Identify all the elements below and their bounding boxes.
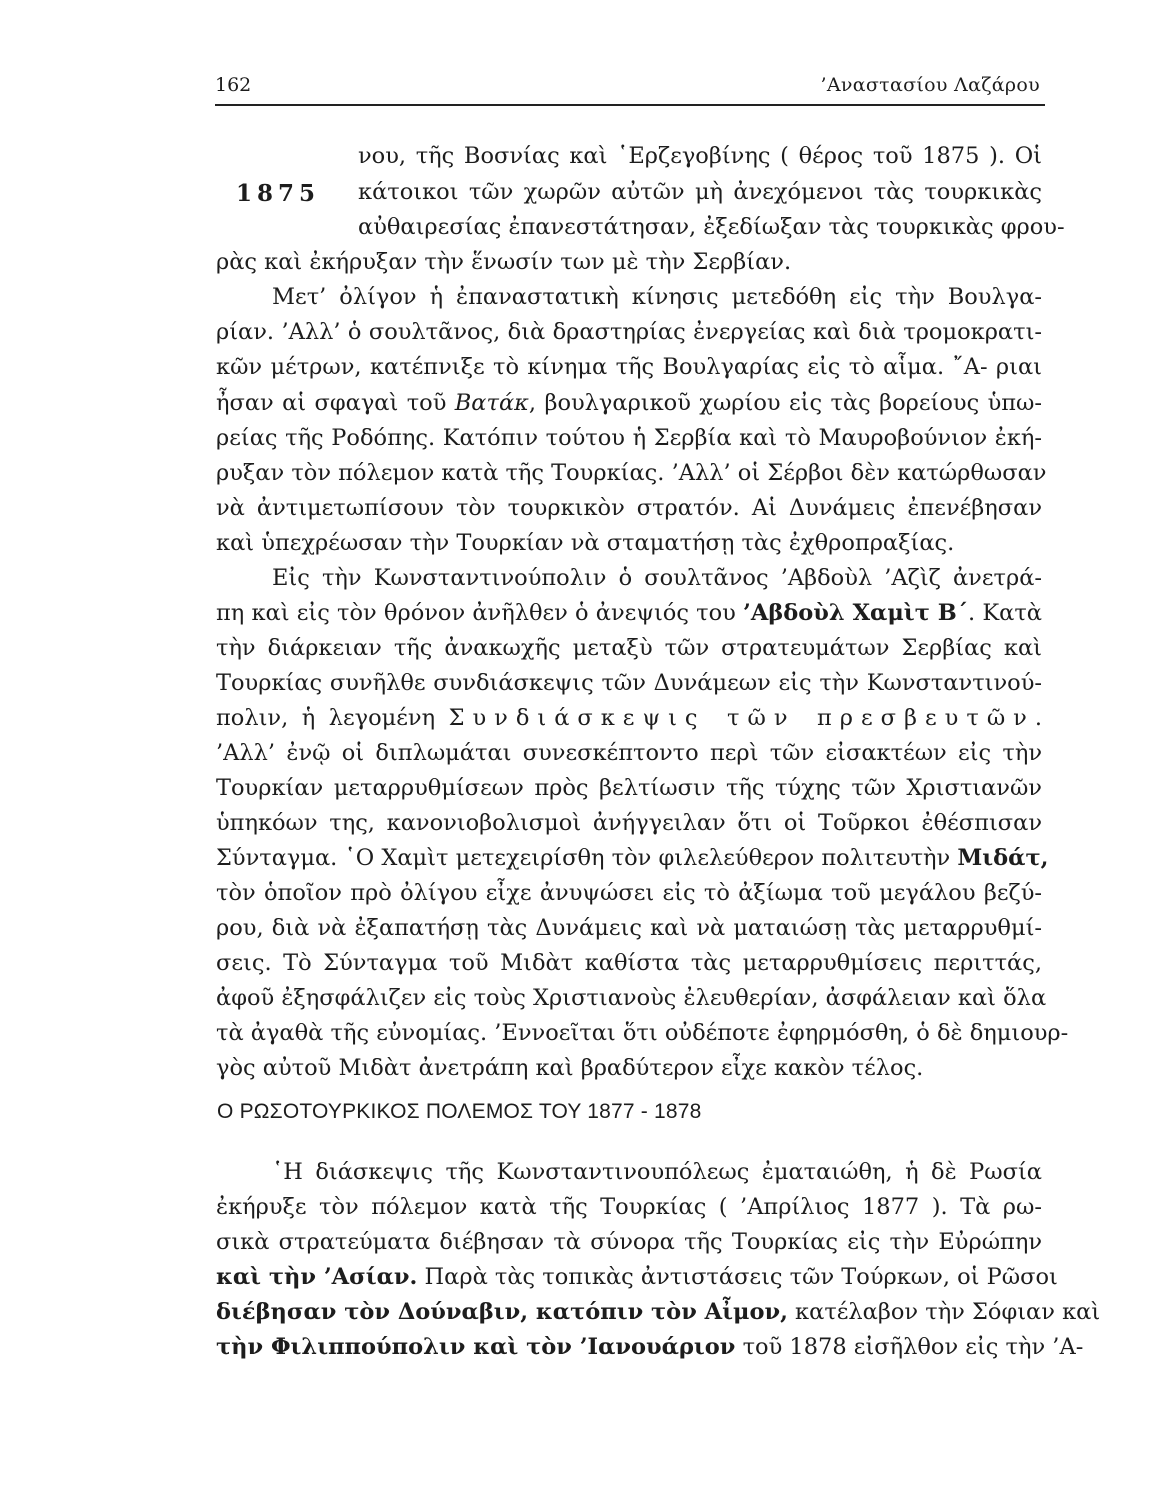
header-rule <box>215 104 1045 106</box>
text-line: Εἰς τὴν Κωνσταντινούπολιν ὁ σουλτᾶνος ’Αβδοὺλ ’Αζὶζ ἀνετρά- <box>272 565 1042 591</box>
text-line: τὰ ἀγαθὰ τῆς εὐνομίας. ’Εννοεῖται ὅτι οὐδέποτε ἐφηρμόσθη, ὁ δὲ δημιουρ- <box>216 1020 1069 1046</box>
text-run: ἦσαν αἱ σφαγαὶ τοῦ <box>216 390 455 416</box>
page-header <box>215 74 1040 102</box>
text-run: Παρὰ τὰς τοπικὰς ἀντιστάσεις τῶν Τούρκων, οἱ Ρῶσοι <box>417 1264 1058 1290</box>
text-run: πη καὶ εἰς τὸν θρόνον ἀνῆλθεν ὁ ἀνεψιός του <box>216 600 744 626</box>
text-line: τὸν ὁποῖον πρὸ ὀλίγου εἶχε ἀνυψώσει εἰς τὸ ἀξίωμα τοῦ μεγάλου βεζύ- <box>216 880 1042 906</box>
running-head: ’Αναστασίου Λαζάρου <box>820 74 1040 96</box>
section-title: Ο ΡΩΣΟΤΟΥΡΚΙΚΟΣ ΠΟΛΕΜΟΣ ΤΟΥ 1877 - 1878 <box>217 1100 702 1123</box>
text-line: κάτοικοι τῶν χωρῶν αὐτῶν μὴ ἀνεχόμενοι τὰς τουρκικὰς <box>358 179 1042 205</box>
text-line: αὐθαιρεσίας ἐπανεστάτησαν, ἐξεδίωξαν τὰς τουρκικὰς φρου- <box>358 214 1065 240</box>
text-line: ῾Η διάσκεψις τῆς Κωνσταντινουπόλεως ἐματαιώθη, ἡ δὲ Ρωσία <box>272 1159 1042 1185</box>
text-run: . <box>1034 705 1042 731</box>
text-run: πολιν, ἡ λεγομένη <box>216 705 449 731</box>
text-line: ρίαν. ’Αλλ’ ὁ σουλτᾶνος, διὰ δραστηρίας ἐνεργείας καὶ διὰ τρομοκρατι- <box>216 319 1042 345</box>
text-run: κατέλαβον τὴν Σόφιαν καὶ <box>787 1299 1101 1325</box>
text-run: . Κατὰ <box>968 600 1043 626</box>
text-line: ἀφοῦ ἐξησφάλιζεν εἰς τοὺς Χριστιανοὺς ἐλευθερίαν, ἀσφάλειαν καὶ ὅλα <box>216 985 1047 1011</box>
text-line <box>216 1262 1058 1292</box>
text-line <box>216 843 1049 873</box>
text-line: ρυξαν τὸν πόλεμον κατὰ τῆς Τουρκίας. ’Αλλ’ οἱ Σέρβοι δὲν κατώρθωσαν <box>216 460 1047 486</box>
margin-year-note: 1875 <box>236 180 321 207</box>
text-line: νὰ ἀντιμετωπίσουν τὸν τουρκικὸν στρατόν. Αἱ Δυνάμεις ἐπενέβησαν <box>216 495 1042 521</box>
text-run: , βουλγαρικοῦ χωρίου εἰς τὰς βορείους ὑπω- <box>528 390 1042 416</box>
text-line <box>216 1297 1101 1327</box>
text-line: Τουρκίας συνῆλθε συνδιάσκεψις τῶν Δυνάμεων εἰς τὴν Κωνσταντινού- <box>216 670 1042 696</box>
sultan-name: ’Αβδοὺλ Χαμὶτ Β΄ <box>743 600 968 626</box>
text-line: ἐκήρυξε τὸν πόλεμον κατὰ τῆς Τουρκίας ( ’Απρίλιος 1877 ). Τὰ ρω- <box>216 1194 1042 1220</box>
text-line: Τουρκίαν μεταρρυθμίσεων πρὸς βελτίωσιν τῆς τύχης τῶν Χριστιανῶν <box>216 775 1042 801</box>
conference-name: Συνδιάσκεψις τῶν πρεσβευτῶν <box>448 705 1035 731</box>
text-line <box>216 598 1042 628</box>
text-run: καὶ τὴν ’Ασίαν. <box>216 1264 418 1290</box>
text-line: γὸς αὐτοῦ Μιδὰτ ἀνετράπη καὶ βραδύτερον εἶχε κακὸν τέλος. <box>216 1055 924 1081</box>
text-line: ρου, διὰ νὰ ἐξαπατήσῃ τὰς Δυνάμεις καὶ νὰ ματαιώσῃ τὰς μεταρρυθμί- <box>216 915 1042 941</box>
village-name: Βατάκ <box>454 390 529 416</box>
text-line: σικὰ στρατεύματα διέβησαν τὰ σύνορα τῆς Τουρκίας εἰς τὴν Εὐρώπην <box>216 1229 1042 1255</box>
text-line: σεις. Τὸ Σύνταγμα τοῦ Μιδὰτ καθίστα τὰς μεταρρυθμίσεις περιττάς, <box>216 950 1042 976</box>
page-number: 162 <box>215 74 252 96</box>
text-line: ’Αλλ’ ἐνῷ οἱ διπλωμάται συνεσκέπτοντο περὶ τῶν εἰσακτέων εἰς τὴν <box>216 740 1042 766</box>
text-run: Σύνταγμα. ῾Ο Χαμὶτ μετεχειρίσθη τὸν φιλελεύθερον πολιτευτὴν <box>216 845 958 871</box>
text-line: ὑπηκόων της, κανονιοβολισμοὶ ἀνήγγειλαν ὅτι οἱ Τοῦρκοι ἐθέσπισαν <box>216 810 1042 836</box>
text-run: τὴν Φιλιππούπολιν καὶ τὸν ’Ιανουάριον <box>216 1334 736 1360</box>
text-line: Μετ’ ὀλίγον ἡ ἐπαναστατικὴ κίνησις μετεδόθη εἰς τὴν Βουλγα- <box>272 284 1042 310</box>
text-line: τὴν διάρκειαν τῆς ἀνακωχῆς μεταξὺ τῶν στρατευμάτων Σερβίας καὶ <box>216 635 1042 661</box>
text-line: ρὰς καὶ ἐκήρυξαν τὴν ἕνωσίν των μὲ τὴν Σερβίαν. <box>216 249 792 275</box>
text-line: ρείας τῆς Ροδόπης. Κατόπιν τούτου ἡ Σερβία καὶ τὸ Μαυροβούνιον ἐκή- <box>216 425 1042 451</box>
text-line <box>216 388 1042 418</box>
text-line: κῶν μέτρων, κατέπνιξε τὸ κίνημα τῆς Βουλγαρίας εἰς τὸ αἷμα. ῎Α- ριαι <box>216 354 1042 380</box>
text-line <box>216 703 1042 733</box>
text-run: τοῦ 1878 εἰσῆλθον εἰς τὴν ’Α- <box>735 1334 1084 1360</box>
text-line <box>216 1332 1084 1362</box>
text-run: διέβησαν τὸν Δούναβιν, κατόπιν τὸν Αἶμον, <box>216 1299 788 1325</box>
midhat-name: Μιδάτ, <box>957 845 1049 871</box>
text-line: νου, τῆς Βοσνίας καὶ ῾Ερζεγοβίνης ( θέρος τοῦ 1875 ). Οἱ <box>358 143 1042 169</box>
text-line: καὶ ὑπεχρέωσαν τὴν Τουρκίαν νὰ σταματήσῃ τὰς ἐχθροπραξίας. <box>216 530 955 556</box>
